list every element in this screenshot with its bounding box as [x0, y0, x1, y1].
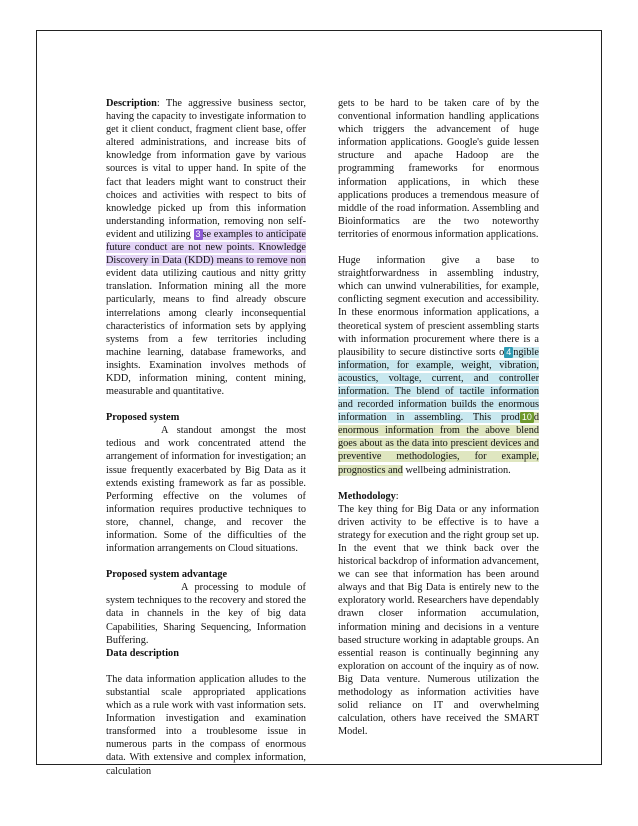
description-paragraph — [106, 97, 306, 398]
right-paragraph-1: gets to be hard to be taken care of by the conventional information handling applications which triggers the advancement of huge information applications. Google's guide lessen structure and apache Hadoop are the programming frameworks for enormous information applications, in which these applications produces a tremendous measure of middle of the road information. Assembling and Bioinformatics are the two noteworthy territories of enormous information applications. — [338, 98, 539, 240]
advantage-heading: Proposed system advantage — [106, 569, 228, 581]
annotation-marker-10[interactable]: 10 — [521, 412, 532, 423]
methodology-heading: Methodology — [338, 490, 396, 502]
advantage-paragraph — [106, 581, 306, 646]
methodology-colon: : — [395, 490, 399, 502]
proposed-system-heading: Proposed system — [106, 412, 180, 424]
proposed-system-text: A standout amongst the most tedious and work concentrated attend the arrangement of information for investigation; an issue frequently exacerbated by Big Data as it extends existing framework as far as possible. Performing effective on the volumes of information requires productive techniques to store, channel, change, and recover the information. Some of the difficulties of the information arrangements on Cloud situations. — [106, 425, 306, 555]
advantage-text: A processing to module of system techniques to the recovery and stored the data in channels in the key of big data Capabilities, Sharing Sequencing, Information Buffering. — [106, 582, 306, 646]
para2-text-2: wellbeing administration. — [402, 464, 511, 476]
methodology-heading-line — [338, 490, 539, 503]
highlight-green[interactable]: d enormous information from the above blend goes about as the data into prescient devices and preventive methodologies, for example, prognostics and — [338, 412, 539, 476]
right-column — [338, 97, 539, 738]
highlight-blue[interactable]: ngible information, for example, weight, vibration, acoustics, voltage, current, and controller information. The blend of tactile information and recorded information builds the enormous information in assembling. This prod — [338, 346, 539, 424]
annotation-marker-4[interactable]: 4 — [506, 346, 512, 357]
data-description-paragraph: The data information application alludes to the substantial scale appropriated applications which as a rule work with vast information sets. Information investigation and examination transformed into a troublesome issue in numerous parts in the compass of enormous data. With extensive and complex information, calculation — [106, 673, 306, 777]
para2-text-1: Huge information give a base to straightforwardness in assembling industry, which can unwind vulnerabilities, for example, conflicting segment execution and accessibility. In these enormous information applications, a theoretical system of prescient assembling starts with information procurement where there is a plausibility to secure distinctive sorts o — [338, 255, 539, 358]
data-description-heading: Data description — [106, 647, 179, 659]
proposed-system-paragraph — [106, 424, 306, 555]
description-text-2: evident data utilizing cautious and nitty gritty translation. Information mining all the more particularly, means to find already obscure interrelations among clearly inconsequential characteristics of information sets by applying systems from a few territories including machine learning, database frameworks, and insights. Examination involves methods of KDD, information mining, content mining, measurable and quantitative. — [106, 268, 306, 398]
methodology-paragraph: The key thing for Big Data or any information driven activity to be effective is to have a strategy for execution and the right group set up. In the event that we think back over the historical backdrop of information advancement, we can see that information has been around always and that Big Data is entirely new to the exploratory world. Researchers have dependably drawn closer information accumulation, information mining and decisions in a venture based structure working in adaptable groups. An essential reason is continually beginning any exploration on account of the inquiry as of now. Big Data venture. Numerous utilization the methodology as information activities have solid reliance on IT and overwhelming calculation, others have received the SMART Model. — [338, 503, 540, 738]
highlight-purple[interactable]: se examples to anticipate future conduct are not new points. Knowledge Discovery in Data (KDD) means to remove non — [106, 228, 307, 267]
right-paragraph-2 — [338, 254, 539, 477]
description-label: Description — [106, 98, 157, 109]
left-column — [106, 97, 306, 778]
description-text-1: : The aggressive business sector, having the capacity to investigate information to get it client conduct, fragment client base, offer altered administrations, and increase bits of knowledge from information gave by various sources is vital to upper hand. In spite of the fact that leaders might want to construct their choices and activities with respect to bits of knowledge picked up from this information understanding information, removing non self-evident and utilizing — [106, 98, 306, 240]
annotation-marker-3[interactable]: 3 — [195, 228, 201, 239]
